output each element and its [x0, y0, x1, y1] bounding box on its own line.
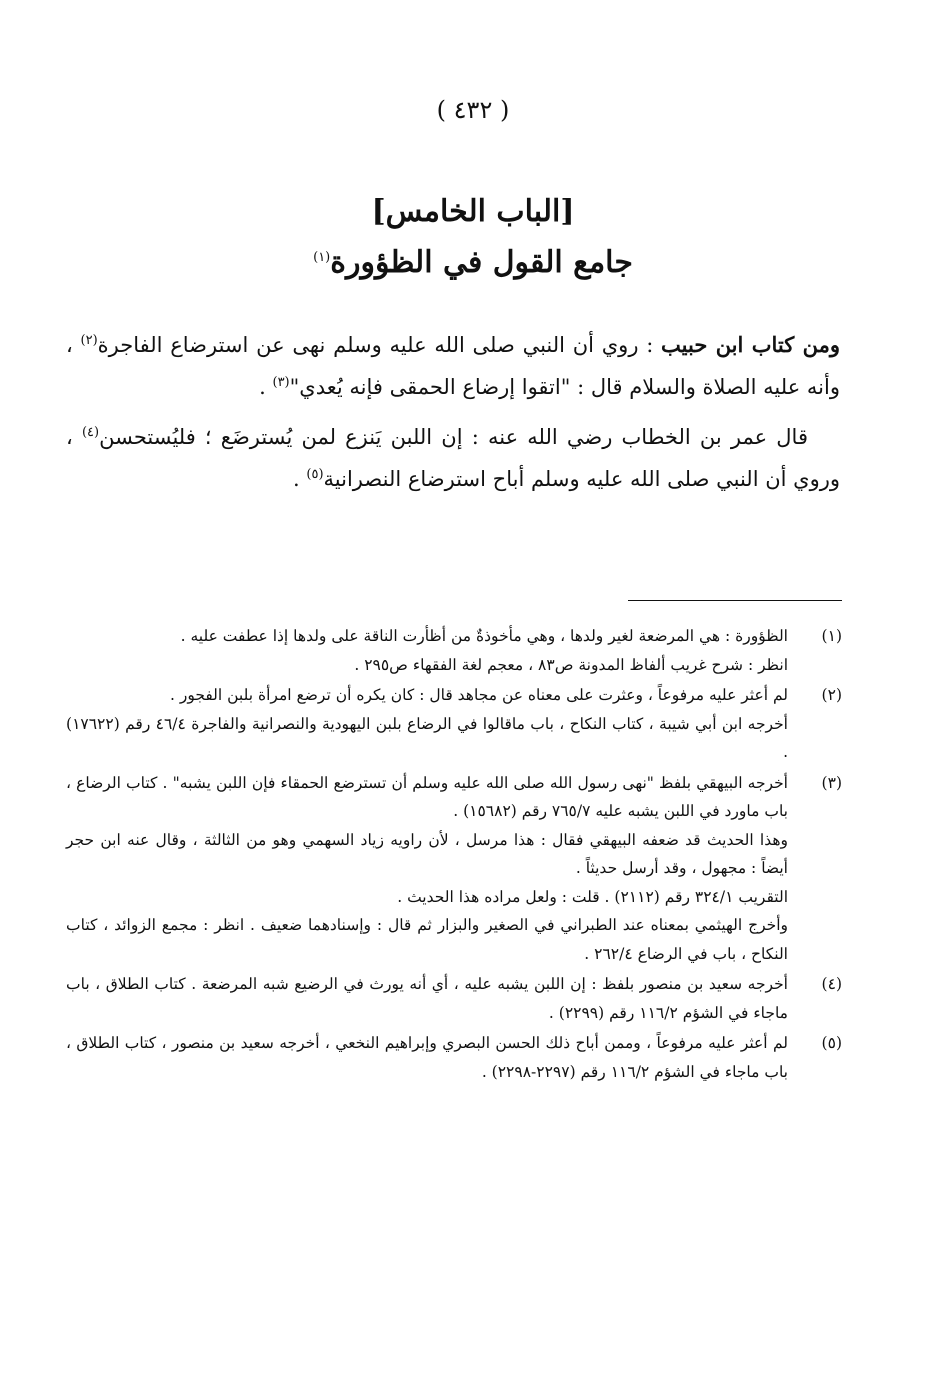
- footnote-line: وهذا الحديث قد ضعفه البيهقي فقال : هذا مرسل ، لأن راويه زياد السهمي وهو من الثالثة ، وقال عنه ابن حجر أيضاً : مجهول ، وقد أرسل حديثاً .: [66, 830, 788, 877]
- body-text: [66, 322, 840, 498]
- page-number: ( ٤٣٢ ): [436, 96, 510, 124]
- footnote: [66, 970, 842, 1027]
- paragraph: [66, 414, 840, 498]
- footnote-line: أخرجه البيهقي بلفظ "نهى رسول الله صلى الله عليه وسلم أن تسترضع الحمقاء فإن اللبن يشبه" . كتاب الرضاع ، باب ماورد في اللبن يشبه عليه ٧٦٥/٧ رقم (١٥٦٨٢) .: [66, 773, 788, 820]
- footnote-line: انظر : شرح غريب ألفاظ المدونة ص٨٣ ، معجم لغة الفقهاء ص٢٩٥ .: [354, 655, 788, 674]
- footnote-line: أخرجه ابن أبي شيبة ، كتاب النكاح ، باب ماقالوا في الرضاع بلبن اليهودية والنصرانية والفاجرة ٤٦/٤ رقم (١٧٦٢٢) .: [66, 714, 788, 761]
- paragraph-text: : روي أن النبي صلى الله عليه وسلم نهى عن استرضاع الفاجرة: [97, 333, 662, 357]
- chapter-subtitle-text: جامع القول في الظؤورة: [330, 245, 633, 280]
- footnote-number: (٤): [821, 975, 842, 993]
- footnote-line: وأخرج الهيثمي بمعناه عند الطبراني في الصغير والبزار ثم قال : وإسنادهما ضعيف . انظر : مجمع الزوائد ، كتاب النكاح ، باب في الرضاع ٢٦٢/٤ .: [66, 916, 788, 963]
- paragraph-text: .: [259, 375, 273, 399]
- footnotes: [66, 622, 842, 1088]
- footnote-body: [66, 970, 788, 1027]
- chapter-title: [الباب الخامس]: [371, 194, 575, 229]
- footnote-body: [66, 769, 788, 969]
- footnote: [66, 681, 842, 767]
- paragraph-text: ، وأنه عليه الصلاة والسلام قال : "اتقوا إرضاع الحمقى فإنه يُعدي": [66, 333, 840, 399]
- footnote-line: لم أعثر عليه مرفوعاً ، وعثرت على معناه عن مجاهد قال : كان يكره أن ترضع امرأة بلبن الفجور .: [169, 686, 788, 704]
- footnote-number: (٥): [821, 1034, 842, 1052]
- footnote-line: التقريب ٣٢٤/١ رقم (٢١١٢) . قلت : ولعل مراده هذا الحديث .: [397, 887, 788, 906]
- footnote-ref: (١): [313, 250, 331, 265]
- footnote: [66, 1029, 842, 1086]
- footnote-ref: (٤): [81, 425, 100, 440]
- footnote-separator: [628, 600, 842, 601]
- footnote-line: أخرجه سعيد بن منصور بلفظ : إن اللبن يشبه عليه ، أي أنه يورث في الرضيع شبه المرضعة . كتاب الطلاق ، باب ماجاء في الشؤم ١١٦/٢ رقم (٢٢٩٩) .: [66, 975, 788, 1022]
- paragraph-text: قال عمر بن الخطاب رضي الله عنه : إن اللبن يَنزع لمن يُسترضَع ؛ فليُستحسن: [99, 425, 808, 449]
- footnote-ref: (٢): [80, 333, 98, 348]
- footnote-line: الظؤورة : هي المرضعة لغير ولدها ، وهي مأخوذةٌ من أظأرت الناقة على ولدها إذا عطفت عليه .: [180, 627, 788, 645]
- paragraph-text: .: [293, 467, 307, 491]
- footnote-number: (٣): [821, 773, 842, 792]
- footnote-body: [66, 622, 788, 679]
- source-lead: ومن كتاب ابن حبيب: [661, 332, 840, 357]
- chapter-subtitle: [0, 236, 946, 285]
- footnote: [66, 622, 842, 679]
- footnote: [66, 769, 842, 969]
- footnote-body: [66, 681, 788, 767]
- paragraph-text: ، وروي أن النبي صلى الله عليه وسلم أباح استرضاع النصرانية: [66, 425, 840, 491]
- footnote-number: (٢): [821, 686, 842, 704]
- footnote-body: [66, 1029, 788, 1086]
- footnote-number: (١): [821, 627, 842, 645]
- footnote-ref: (٥): [306, 467, 324, 482]
- paragraph: [66, 322, 840, 406]
- footnote-line: لم أعثر عليه مرفوعاً ، وممن أباح ذلك الحسن البصري وإبراهيم النخعي ، أخرجه سعيد بن منصور ، كتاب الطلاق ، باب ماجاء في الشؤم ١١٦/٢ رقم (٢٢٩٧-٢٢٩٨) .: [66, 1034, 788, 1081]
- footnote-ref: (٣): [272, 375, 290, 390]
